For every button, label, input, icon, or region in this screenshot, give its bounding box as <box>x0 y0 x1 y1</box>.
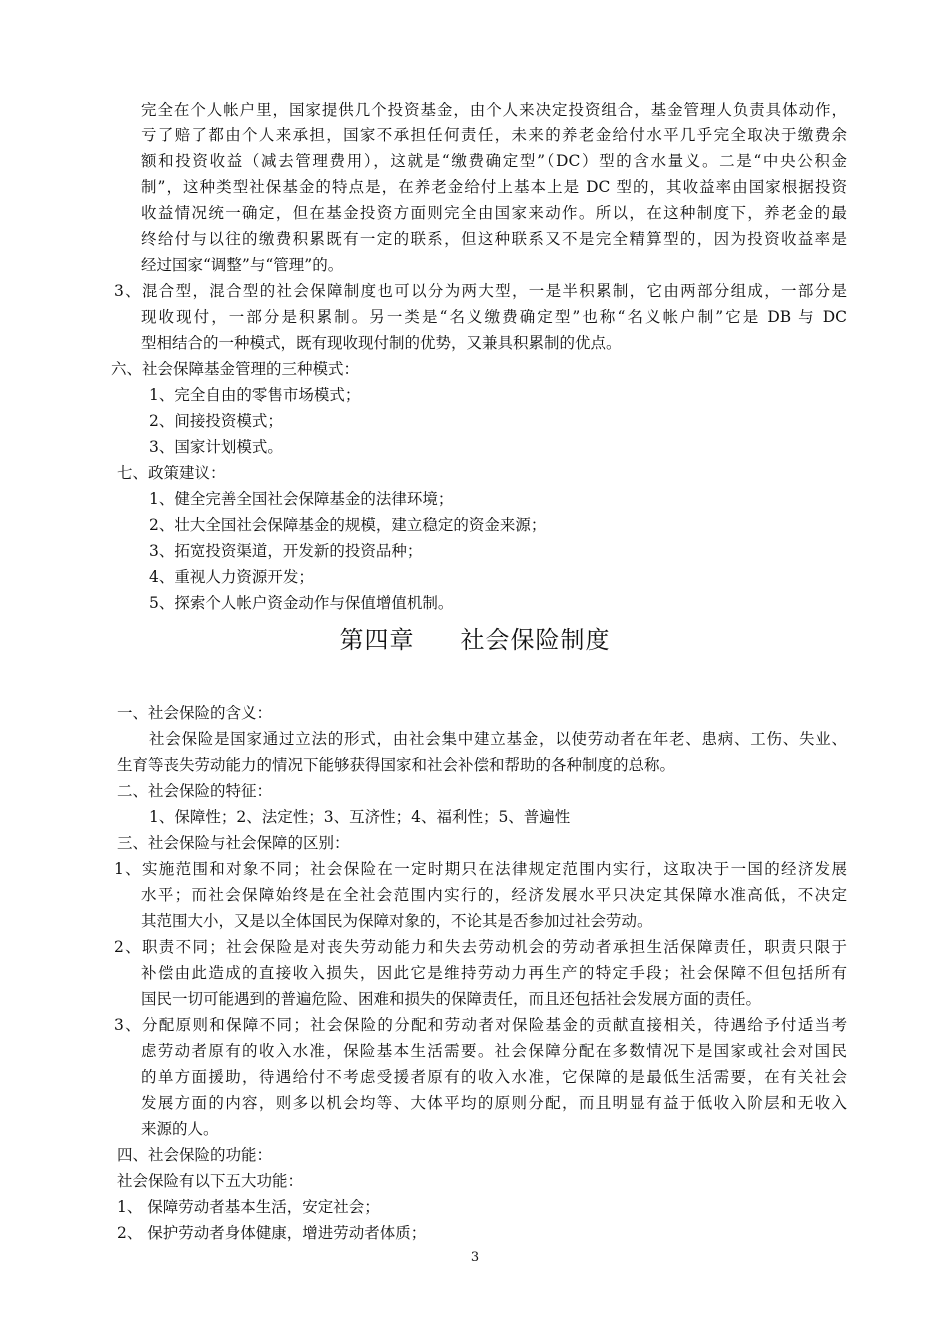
list-item: 2、职责不同；社会保险是对丧失劳动能力和失去劳动机会的劳动者承担生活保障责任，职责只限于 <box>114 938 847 956</box>
body-line: 完全在个人帐户里，国家提供几个投资基金，由个人来决定投资组合，基金管理人负责具体动作， <box>141 101 847 119</box>
section-heading: 四、社会保险的功能： <box>117 1146 273 1164</box>
body-line: 虑劳动者原有的收入水准，保险基本生活需要。社会保障分配在多数情况下是国家或社会对国民 <box>141 1042 847 1060</box>
body-line: 现收现付，一部分是积累制。另一类是“名义缴费确定型”也称“名义帐户制”它是 DB 与 DC <box>141 308 847 326</box>
list-item: 2、间接投资模式； <box>149 412 283 430</box>
chapter-name: 社会保险制度 <box>460 626 611 654</box>
list-item: 2、 保护劳动者身体健康，增进劳动者体质； <box>117 1224 427 1242</box>
list-item: 5、探索个人帐户资金动作与保值增值机制。 <box>149 594 454 612</box>
page-number: 3 <box>470 1250 480 1265</box>
section-heading: 二、社会保险的特征： <box>117 782 273 800</box>
body-line: 1、保障性；2、法定性；3、互济性；4、福利性；5、普遍性 <box>149 808 571 826</box>
body-line: 补偿由此造成的直接收入损失，因此它是维持劳动力再生产的特定手段；社会保障不但包括所有 <box>141 964 847 982</box>
list-item: 1、 保障劳动者基本生活，安定社会； <box>117 1198 380 1216</box>
body-line: 水平；而社会保障始终是在全社会范围内实行的，经济发展水平只决定其保障水准高低，不决定 <box>141 886 847 904</box>
list-item: 2、壮大全国社会保障基金的规模，建立稳定的资金来源； <box>149 516 547 534</box>
list-item: 3、拓宽投资渠道，开发新的投资品种； <box>149 542 423 560</box>
list-item: 4、重视人力资源开发； <box>149 568 314 586</box>
chapter-number: 第四章 <box>339 626 415 654</box>
body-line: 来源的人。 <box>141 1120 219 1138</box>
body-line: 社会保险有以下五大功能： <box>117 1172 304 1190</box>
body-line: 型相结合的一种模式，既有现收现付制的优势，又兼具积累制的优点。 <box>141 334 622 352</box>
list-item: 1、实施范围和对象不同；社会保险在一定时期只在法律规定范围内实行，这取决于一国的经济发展 <box>114 860 847 878</box>
list-item: 1、完全自由的零售市场模式； <box>149 386 361 404</box>
body-line: 其范围大小，又是以全体国民为保障对象的，不论其是否参加过社会劳动。 <box>141 912 653 930</box>
list-item: 3、国家计划模式。 <box>149 438 283 456</box>
body-line: 亏了赔了都由个人来承担，国家不承担任何责任，未来的养老金给付水平几乎完全取决于缴费余 <box>141 126 847 144</box>
section-heading: 一、社会保险的含义： <box>117 704 273 722</box>
body-line: 国民一切可能遇到的普遍危险、困难和损失的保障责任，而且还包括社会发展方面的责任。 <box>141 990 762 1008</box>
section-heading: 三、社会保险与社会保障的区别： <box>117 834 350 852</box>
body-line: 终给付与以往的缴费积累既有一定的联系，但这种联系又不是完全精算型的，因为投资收益率是 <box>141 230 847 248</box>
body-line: 的单方面援助，待遇给付不考虑受援者原有的收入水准，它保障的是最低生活需要，在有关社会 <box>141 1068 847 1086</box>
body-line: 制”，这种类型社保基金的特点是，在养老金给付上基本上是 DC 型的，其收益率由国家根据投资 <box>141 178 847 196</box>
body-line: 收益情况统一确定，但在基金投资方面则完全由国家来动作。所以，在这种制度下，养老金的最 <box>141 204 847 222</box>
list-item: 3、分配原则和保障不同；社会保险的分配和劳动者对保险基金的贡献直接相关，待遇给予付适当考 <box>114 1016 847 1034</box>
body-line: 额和投资收益（减去管理费用），这就是“缴费确定型”（DC）型的含水量义。二是“中央公积金 <box>141 152 847 170</box>
section-heading: 六、社会保障基金管理的三种模式： <box>111 360 360 378</box>
body-line: 生育等丧失劳动能力的情况下能够获得国家和社会补偿和帮助的各种制度的总称。 <box>117 756 676 774</box>
body-line: 社会保险是国家通过立法的形式，由社会集中建立基金，以使劳动者在年老、患病、工伤、失业、 <box>149 730 847 748</box>
list-item: 3、混合型，混合型的社会保障制度也可以分为两大型，一是半积累制，它由两部分组成，一部分是 <box>114 282 847 300</box>
section-heading: 七、政策建议： <box>117 464 226 482</box>
body-line: 经过国家“调整”与“管理”的。 <box>141 256 344 274</box>
chapter-title <box>0 620 950 660</box>
list-item: 1、健全完善全国社会保障基金的法律环境； <box>149 490 454 508</box>
body-line: 发展方面的内容，则多以机会均等、大体平均的原则分配，而且明显有益于低收入阶层和无收入 <box>141 1094 847 1112</box>
